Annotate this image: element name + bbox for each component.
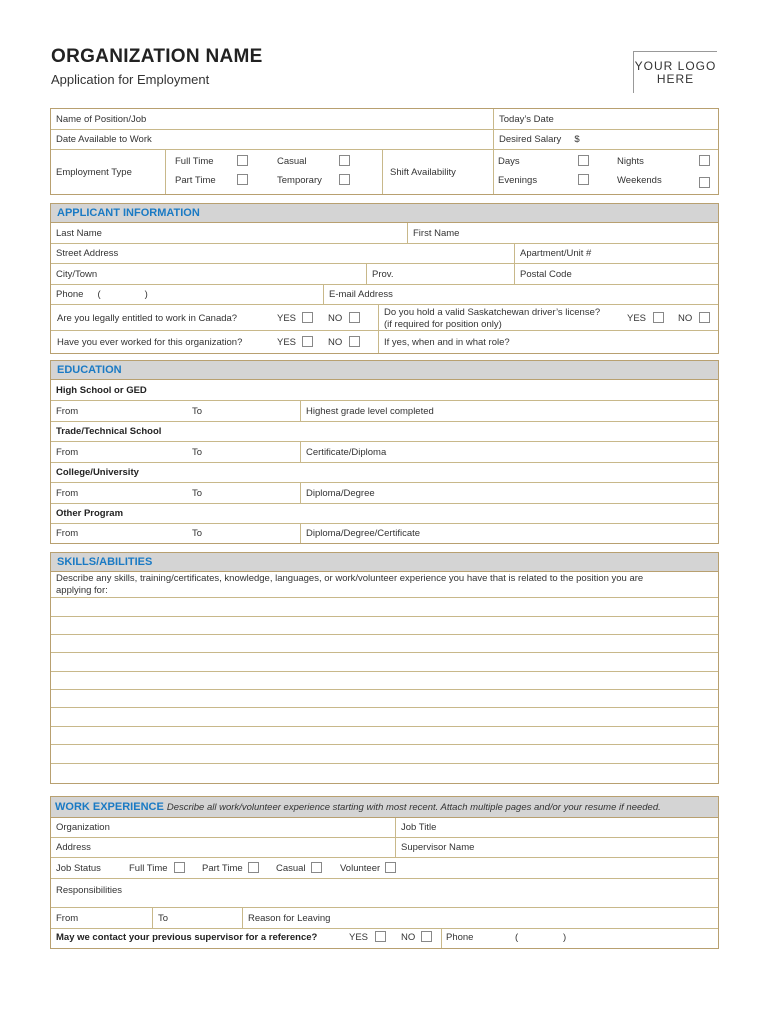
evenings-checkbox[interactable] (578, 174, 589, 185)
apartment-label: Apartment/Unit # (520, 248, 592, 259)
email-field[interactable] (323, 285, 718, 304)
hs-from-field[interactable] (51, 401, 185, 421)
applicant-heading: APPLICANT INFORMATION (57, 207, 200, 219)
trade-dates-row (51, 442, 718, 463)
responsibilities-label: Responsibilities (56, 885, 123, 896)
education-heading-bar (51, 361, 718, 380)
license-no-label: NO (678, 313, 693, 324)
high-school-label: High School or GED (56, 384, 147, 396)
responsibilities-row[interactable] (51, 879, 718, 908)
other-diploma-field[interactable] (300, 524, 718, 543)
supervisor-phone-field[interactable] (441, 929, 718, 948)
license-note: (if required for position only) (384, 319, 502, 330)
employment-type-row (51, 150, 718, 194)
education-heading: EDUCATION (57, 364, 122, 376)
desired-salary-field[interactable] (493, 130, 718, 149)
entitled-yes-label: YES (277, 313, 297, 324)
organization-label: Organization (56, 822, 110, 833)
college-to-field[interactable] (187, 483, 300, 503)
skills-line[interactable] (51, 617, 718, 635)
certificate-field[interactable] (300, 442, 718, 462)
college-dates-row (51, 483, 718, 504)
when-field[interactable] (378, 331, 718, 353)
hs-to-field[interactable] (187, 401, 300, 421)
worked-yes-checkbox[interactable] (302, 336, 313, 347)
last-name-label: Last Name (56, 227, 102, 239)
dates-row (51, 908, 718, 929)
skills-line[interactable] (51, 635, 718, 653)
todays-date-field[interactable] (493, 109, 718, 129)
work-to-field[interactable] (152, 908, 242, 928)
nights-label: Nights (617, 156, 644, 167)
trade-label: Trade/Technical School (56, 426, 162, 437)
work-full-time-label: Full Time (129, 863, 168, 874)
license-yes-label: YES (627, 313, 647, 324)
shift-label-cell (382, 150, 493, 194)
position-section (50, 108, 719, 195)
city-row (51, 264, 718, 285)
shift-availability-label: Shift Availability (390, 166, 456, 178)
college-from-label: From (56, 487, 79, 499)
entitled-yes-checkbox[interactable] (302, 312, 313, 323)
other-from-field[interactable] (51, 524, 185, 543)
organization-name: ORGANIZATION NAME (51, 46, 263, 67)
part-time-label: Part Time (175, 175, 216, 186)
other-row (51, 504, 718, 524)
college-from-field[interactable] (51, 483, 185, 503)
city-field[interactable] (51, 264, 366, 284)
phone-label: Phone (56, 289, 84, 300)
phone-paren-close: ) (144, 289, 148, 300)
phone-paren-open: ( (97, 289, 101, 300)
certificate-label: Certificate/Diploma (306, 446, 387, 458)
logo-placeholder (633, 51, 717, 93)
diploma-degree-label: Diploma/Degree (306, 487, 375, 499)
street-address-field[interactable] (51, 244, 514, 263)
college-label: College/University (56, 467, 139, 478)
highest-grade-label: Highest grade level completed (306, 405, 434, 417)
skills-line[interactable] (51, 708, 718, 727)
skills-line[interactable] (51, 672, 718, 690)
work-part-time-checkbox[interactable] (248, 862, 259, 873)
name-row (51, 223, 718, 244)
job-title-label: Job Title (401, 822, 437, 833)
skills-description-row (51, 572, 718, 598)
days-label: Days (498, 156, 520, 167)
work-address-label: Address (56, 842, 91, 853)
desired-salary-label: Desired Salary (499, 134, 562, 145)
applicant-heading-bar (51, 204, 718, 223)
supervisor-phone-paren-close: ) (563, 932, 567, 943)
part-time-checkbox[interactable] (237, 174, 248, 185)
reason-label: Reason for Leaving (248, 912, 331, 924)
street-address-label: Street Address (56, 248, 119, 259)
province-label: Prov. (372, 268, 394, 280)
work-volunteer-checkbox[interactable] (385, 862, 396, 873)
evenings-label: Evenings (498, 175, 538, 186)
education-section (50, 360, 719, 544)
shift-options (493, 150, 718, 194)
work-to-label: To (158, 912, 169, 924)
temporary-label: Temporary (277, 175, 322, 186)
form-header (51, 46, 263, 87)
highest-grade-field[interactable] (300, 401, 718, 421)
work-from-label: From (56, 912, 79, 924)
diploma-degree-field[interactable] (300, 483, 718, 503)
skills-heading-bar (51, 553, 718, 572)
phone-row (51, 285, 718, 305)
postal-code-label: Postal Code (520, 268, 572, 280)
temporary-checkbox[interactable] (339, 174, 350, 185)
contact-no-checkbox[interactable] (421, 931, 432, 942)
logo-line-1: YOUR LOGO (634, 59, 717, 73)
skills-heading: SKILLS/ABILITIES (57, 556, 153, 568)
license-question: Do you hold a valid Saskatchewan driver’s license? (384, 307, 601, 318)
contact-yes-checkbox[interactable] (375, 931, 386, 942)
skills-line[interactable] (51, 745, 718, 764)
hs-to-label: To (192, 405, 203, 417)
work-experience-section (50, 796, 719, 949)
entitled-row (51, 305, 718, 331)
work-part-time-label: Part Time (202, 863, 243, 874)
worked-no-label: NO (328, 337, 343, 348)
job-status-row (51, 858, 718, 879)
skills-line[interactable] (51, 653, 718, 672)
skills-line[interactable] (51, 598, 718, 617)
high-school-row (51, 380, 718, 401)
trade-to-field[interactable] (187, 442, 300, 462)
other-dates-row (51, 524, 718, 543)
province-field[interactable] (366, 264, 514, 284)
logo-line-2: HERE (656, 72, 695, 86)
position-label: Name of Position/Job (56, 113, 147, 125)
job-title-field[interactable] (395, 818, 718, 837)
trade-to-label: To (192, 446, 203, 458)
skills-line[interactable] (51, 727, 718, 745)
work-casual-label: Casual (276, 863, 306, 874)
form-subtitle: Application for Employment (51, 72, 210, 87)
contact-row (51, 929, 718, 948)
work-heading: WORK EXPERIENCE (55, 801, 164, 813)
work-from-field[interactable] (51, 908, 152, 928)
college-row (51, 463, 718, 483)
work-volunteer-label: Volunteer (340, 863, 381, 874)
worked-question: Have you ever worked for this organization? (57, 337, 243, 348)
first-name-label: First Name (413, 227, 460, 239)
dollar-sign: $ (574, 134, 580, 145)
supervisor-phone-paren-open: ( (515, 932, 519, 943)
first-name-field[interactable] (407, 223, 718, 243)
license-yes-checkbox[interactable] (653, 312, 664, 323)
trade-from-field[interactable] (51, 442, 185, 462)
applicant-section (50, 203, 719, 354)
other-from-label: From (56, 528, 79, 539)
supervisor-label: Supervisor Name (401, 842, 475, 853)
college-to-label: To (192, 487, 203, 499)
high-school-dates-row (51, 401, 718, 422)
other-to-label: To (192, 528, 203, 539)
position-field[interactable] (51, 109, 492, 129)
supervisor-field[interactable] (395, 838, 718, 857)
hs-from-label: From (56, 405, 79, 417)
date-available-label: Date Available to Work (56, 134, 152, 145)
full-time-checkbox[interactable] (237, 155, 248, 166)
trade-from-label: From (56, 446, 79, 458)
skills-line[interactable] (51, 690, 718, 708)
entitled-no-checkbox[interactable] (349, 312, 360, 323)
organization-row (51, 818, 718, 838)
other-diploma-label: Diploma/Degree/Certificate (306, 528, 421, 539)
work-full-time-checkbox[interactable] (174, 862, 185, 873)
contact-yes-label: YES (349, 932, 369, 943)
job-status-label: Job Status (56, 863, 101, 874)
contact-question: May we contact your previous supervisor for a reference? (56, 932, 318, 943)
work-casual-checkbox[interactable] (311, 862, 322, 873)
date-available-field[interactable] (51, 130, 492, 149)
worked-yes-label: YES (277, 337, 297, 348)
skills-section (50, 552, 719, 784)
apartment-field[interactable] (514, 244, 718, 263)
other-program-label: Other Program (56, 508, 124, 519)
reason-field[interactable] (242, 908, 718, 928)
address-row (51, 838, 718, 858)
available-row (51, 130, 718, 150)
phone-field[interactable] (51, 285, 323, 304)
skills-line[interactable] (51, 764, 718, 783)
supervisor-phone-label: Phone (446, 932, 474, 943)
skills-description-1: Describe any skills, training/certificates, knowledge, languages, or work/volunteer experience you have that is related to the position you are (56, 573, 644, 584)
worked-row (51, 331, 718, 353)
contact-no-label: NO (401, 932, 416, 943)
postal-code-field[interactable] (514, 264, 718, 284)
other-to-field[interactable] (187, 524, 300, 543)
full-time-label: Full Time (175, 156, 214, 167)
casual-label: Casual (277, 156, 307, 167)
city-label: City/Town (56, 268, 98, 280)
last-name-field[interactable] (51, 223, 407, 243)
weekends-label: Weekends (617, 175, 662, 186)
entitled-question: Are you legally entitled to work in Canada? (57, 313, 238, 324)
email-label: E-mail Address (329, 289, 393, 300)
worked-no-checkbox[interactable] (349, 336, 360, 347)
todays-date-label: Today’s Date (499, 113, 554, 125)
work-heading-bar (51, 797, 718, 818)
work-description: Describe all work/volunteer experience starting with most recent. Attach multiple pages and/or your resume if needed. (166, 802, 661, 813)
license-no-checkbox[interactable] (699, 312, 710, 323)
when-label: If yes, when and in what role? (384, 336, 510, 348)
days-checkbox[interactable] (578, 155, 589, 166)
skills-description-2: applying for: (56, 585, 108, 596)
employment-type-label-cell (51, 150, 165, 194)
organization-field[interactable] (51, 818, 395, 837)
trade-row (51, 422, 718, 442)
work-address-field[interactable] (51, 838, 395, 857)
entitled-no-label: NO (328, 313, 343, 324)
employment-type-label: Employment Type (56, 166, 132, 178)
nights-checkbox[interactable] (699, 155, 710, 166)
position-row (51, 109, 718, 130)
weekends-checkbox[interactable] (699, 177, 710, 188)
casual-checkbox[interactable] (339, 155, 350, 166)
street-row (51, 244, 718, 264)
